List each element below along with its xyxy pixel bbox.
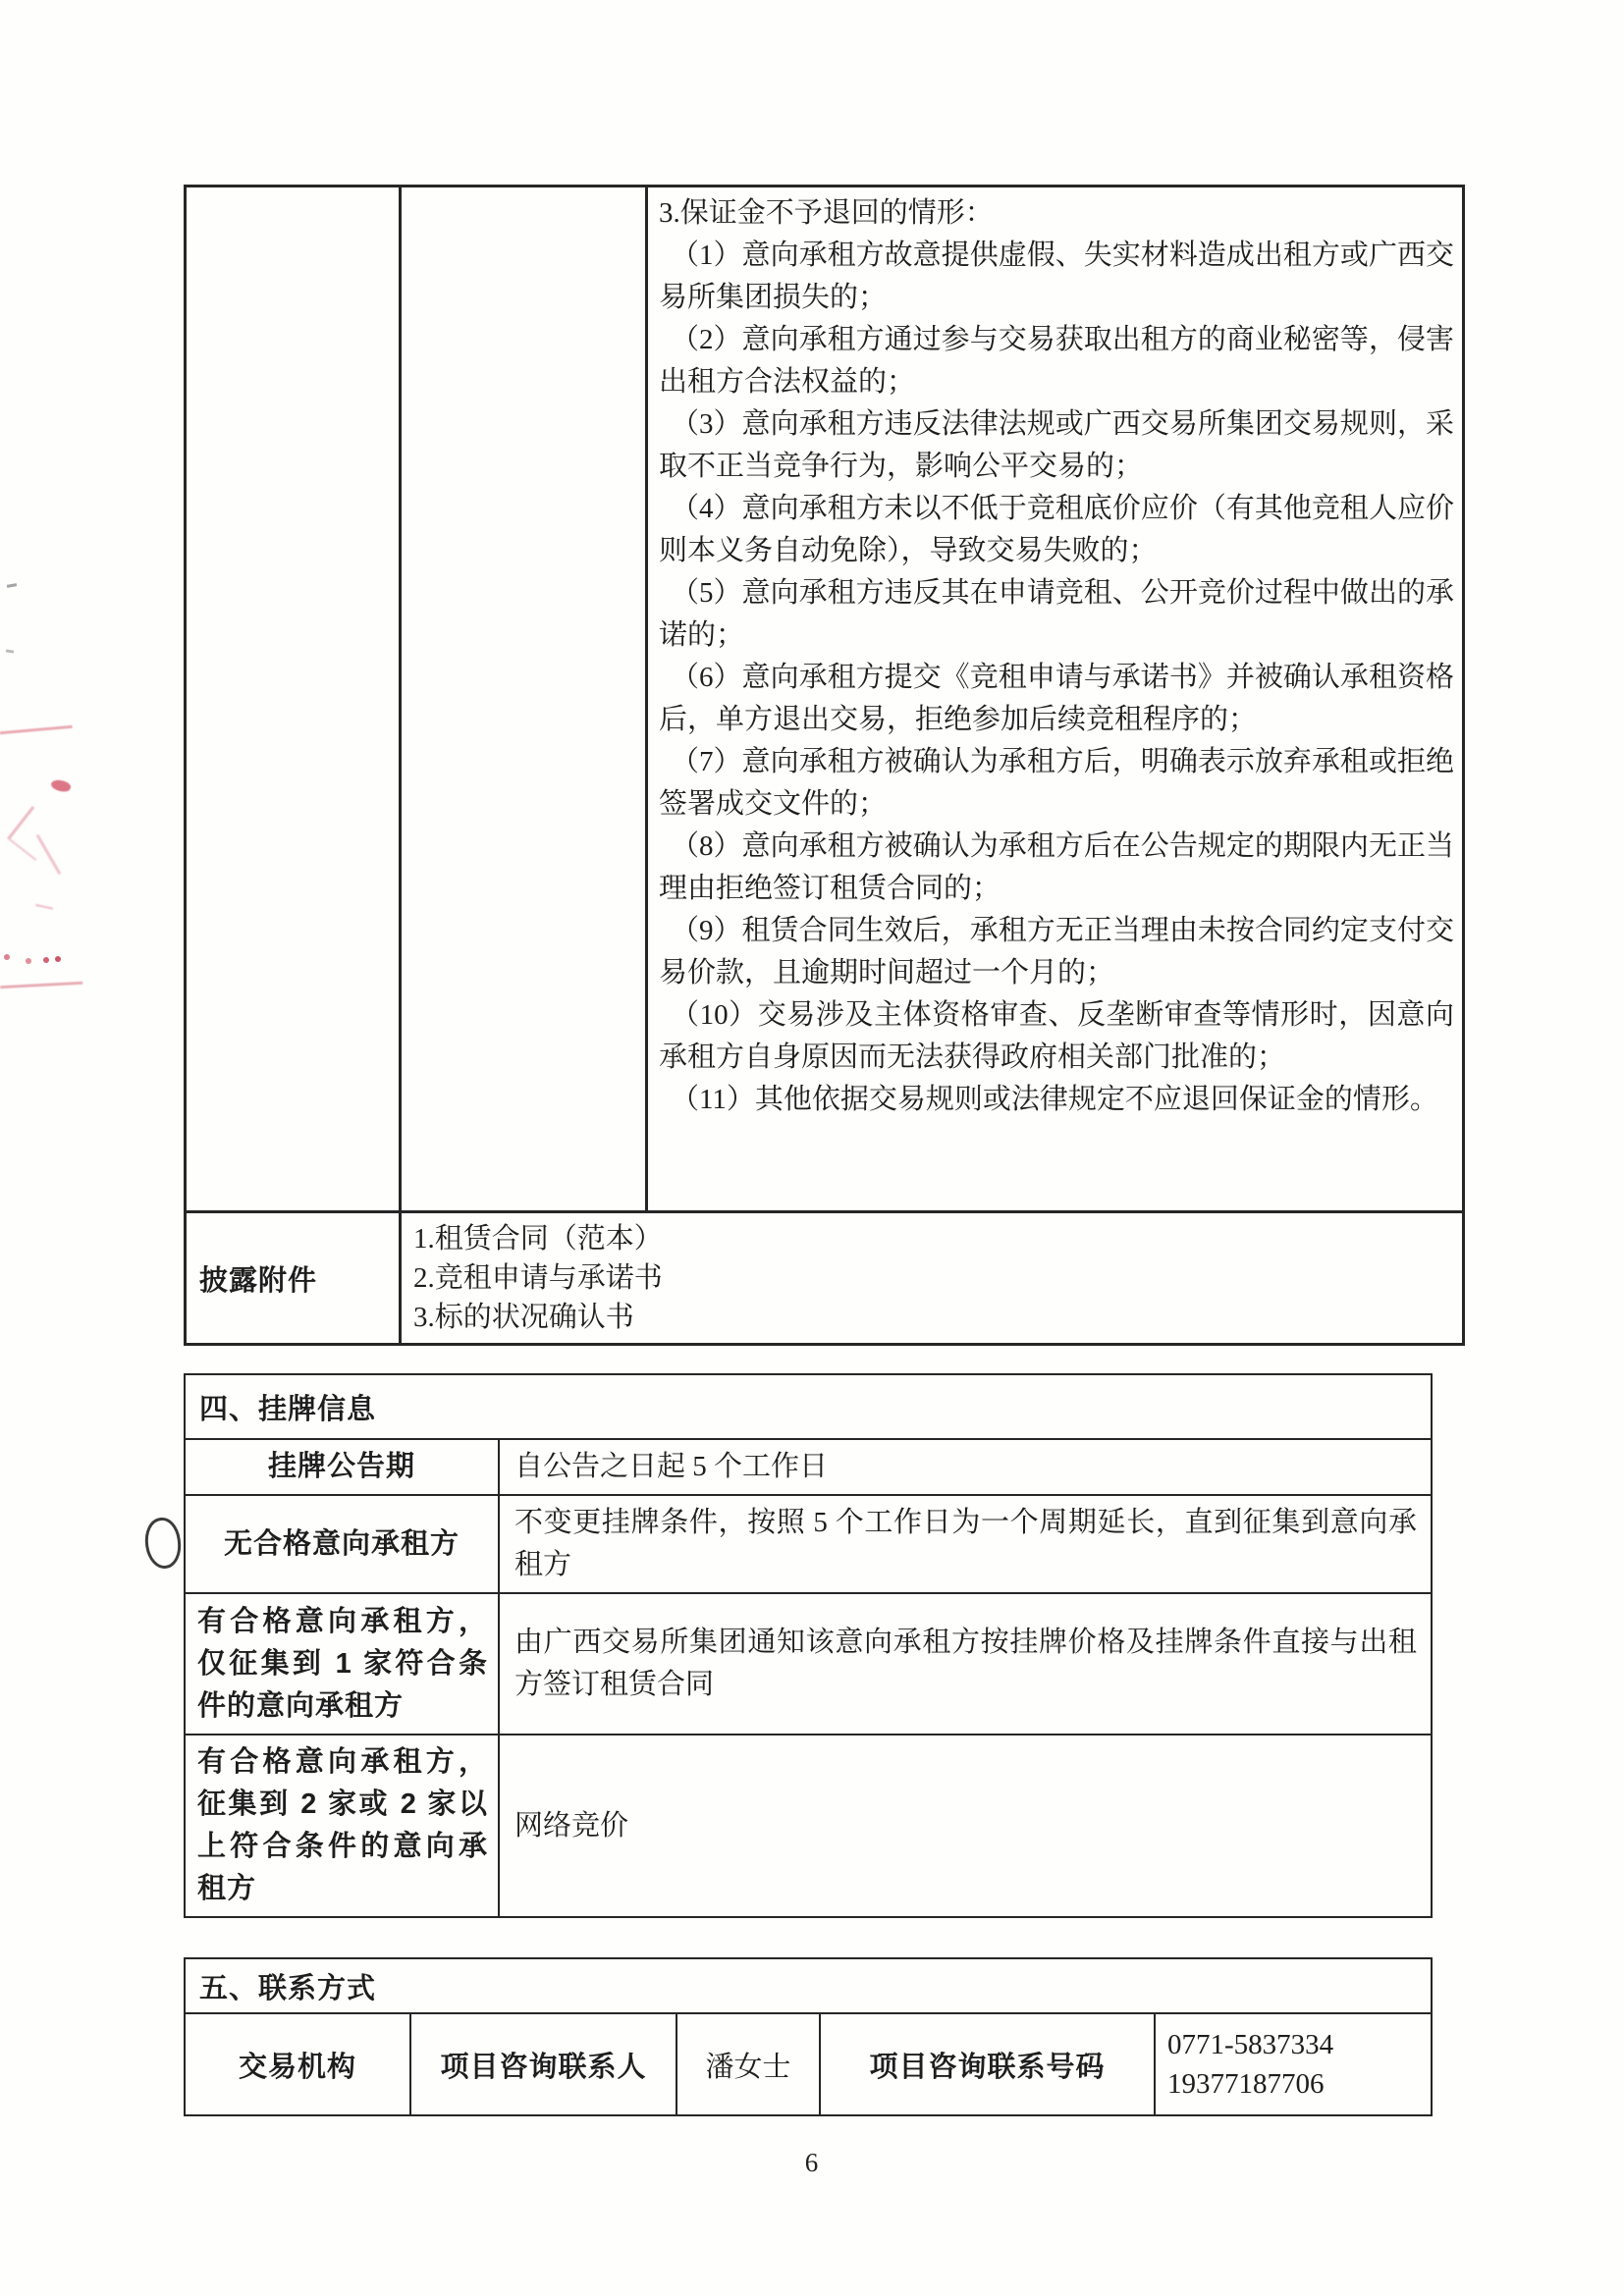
- clause-line: （1）意向承租方故意提供虚假、失实材料造成出租方或广西交易所集团损失的；: [659, 240, 1454, 313]
- red-ink-mark: [7, 806, 61, 861]
- section-header-row: [185, 1374, 1432, 1439]
- clause-line: （4）意向承租方未以不低于竞租底价应价（有其他竞租人应价则本义务自动免除），导致交易失败的；: [659, 493, 1454, 566]
- red-ink-mark: [11, 834, 62, 889]
- red-ink-underline: [0, 976, 82, 988]
- pencil-mark: [7, 583, 17, 588]
- empty-cell-col2: [401, 187, 647, 1212]
- clause-line: （11）其他依据交易规则或法律规定不应退回保证金的情形。: [671, 1084, 1438, 1115]
- red-ink-mark: [35, 886, 57, 909]
- row-label-no-qualified-tenant: 无合格意向承租方: [185, 1495, 499, 1593]
- row-label-two-plus-qualified-tenants: 有合格意向承租方，征集到 2 家或 2 家以上符合条件的意向承租方: [185, 1735, 499, 1917]
- clause-line: （7）意向承租方被确认为承租方后，明确表示放弃承租或拒绝签署成交文件的；: [659, 746, 1454, 820]
- table-row: [185, 1735, 1432, 1917]
- phone-label: 项目咨询联系号码: [820, 2013, 1155, 2115]
- table-row: [185, 1439, 1432, 1495]
- disclosure-row: [186, 1212, 1464, 1345]
- phone-number: 19377187706: [1167, 2068, 1325, 2100]
- disclosure-attachments-cell: [401, 1212, 1464, 1345]
- row-value-no-qualified-tenant: 不变更挂牌条件，按照 5 个工作日为一个周期延长，直到征集到意向承租方: [499, 1495, 1432, 1593]
- clause-line: 3.保证金不予退回的情形：: [659, 197, 994, 229]
- deposit-clause-table: [184, 185, 1465, 1346]
- table-row: [186, 187, 1464, 1212]
- table-row: [185, 1593, 1432, 1735]
- section-title-contact: 五、联系方式: [185, 1958, 1432, 2013]
- red-ink-dots: [4, 954, 10, 960]
- listing-info-table: [184, 1373, 1433, 1918]
- row-label-notice-period: 挂牌公告期: [185, 1439, 499, 1495]
- phone-number: 0771-5837334: [1167, 2029, 1334, 2060]
- clause-line: （8）意向承租方被确认为承租方后在公告规定的期限内无正当理由拒绝签订租赁合同的；: [659, 830, 1454, 904]
- contact-table: [184, 1957, 1433, 2116]
- red-ink-mark: [50, 777, 72, 794]
- contact-row: [185, 2013, 1432, 2115]
- org-label: 交易机构: [185, 2013, 410, 2115]
- deposit-clause-cell: [647, 187, 1464, 1212]
- pencil-mark: [6, 649, 14, 653]
- clause-line: （10）交易涉及主体资格审查、反垄断审查等情形时，因意向承租方自身原因而无法获得政府相关部门批准的；: [659, 999, 1454, 1073]
- attachment-item: 1.租赁合同（范本）: [413, 1223, 663, 1255]
- page-number: 6: [804, 2148, 819, 2177]
- attachment-item: 2.竞租申请与承诺书: [413, 1262, 663, 1294]
- row-value-one-qualified-tenant: 由广西交易所集团通知该意向承租方按挂牌价格及挂牌条件直接与出租方签订租赁合同: [499, 1593, 1432, 1735]
- clause-line: （9）租赁合同生效后，承租方无正当理由未按合同约定支付交易价款，且逾期时间超过一个月的；: [659, 915, 1454, 988]
- row-label-one-qualified-tenant: 有合格意向承租方，仅征集到 1 家符合条件的意向承租方: [185, 1593, 499, 1735]
- clause-line: （5）意向承租方违反其在申请竞租、公开竞价过程中做出的承诺的；: [659, 577, 1454, 651]
- empty-cell-col1: [186, 187, 401, 1212]
- table-row: [185, 1495, 1432, 1593]
- section-title-listing-info: 四、挂牌信息: [185, 1374, 1432, 1439]
- attachment-item: 3.标的状况确认书: [413, 1302, 634, 1333]
- row-value-two-plus-qualified-tenants: 网络竞价: [499, 1735, 1432, 1917]
- red-ink-mark: [0, 725, 73, 740]
- clause-line: （2）意向承租方通过参与交易获取出租方的商业秘密等，侵害出租方合法权益的；: [659, 324, 1454, 398]
- clause-line: （6）意向承租方提交《竞租申请与承诺书》并被确认承租资格后，单方退出交易，拒绝参加后续竞租程序的；: [659, 662, 1454, 735]
- clause-line: （3）意向承租方违反法律法规或广西交易所集团交易规则，采取不正当竞争行为，影响公平交易的；: [659, 408, 1454, 482]
- handwritten-circle-mark: [142, 1516, 185, 1572]
- section-header-row: [185, 1958, 1432, 2013]
- contact-person-name: 潘女士: [676, 2013, 820, 2115]
- phone-numbers-cell: [1155, 2013, 1432, 2115]
- disclosure-label: 披露附件: [186, 1212, 401, 1345]
- row-value-notice-period: 自公告之日起 5 个工作日: [499, 1439, 1432, 1495]
- contact-person-label: 项目咨询联系人: [410, 2013, 676, 2115]
